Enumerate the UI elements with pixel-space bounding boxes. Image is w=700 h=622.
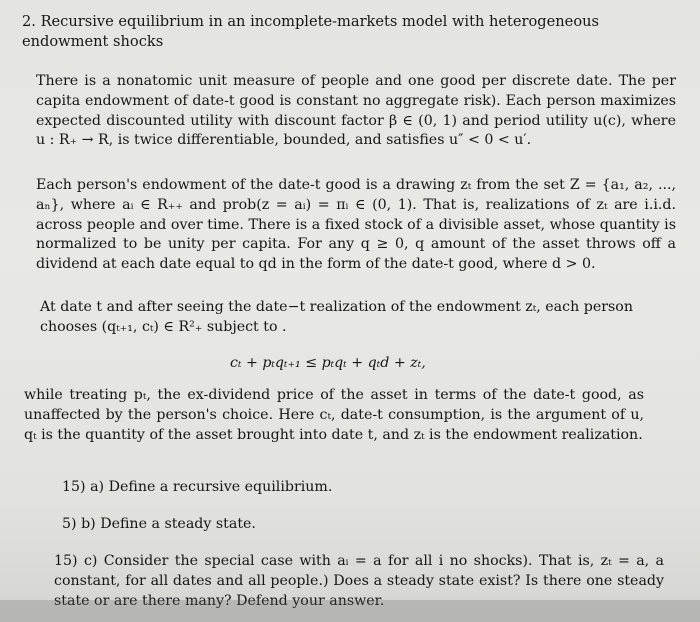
paragraph-endowment: Each person's endowment of the date-t good is a drawing zₜ from the set Z = {a₁, a₂, ..., aₙ}, where aᵢ ∈ R₊₊ and prob(z = aᵢ) = πᵢ ∈ (0, 1). That is, realizations of zₜ are i.i.d. across people and over time. There is a fixed stock of a divisible asset, whose quantity is normalized to be unity per capita. For any q ≥ 0, q amount of the asset throws off a dividend at each date equal to qd in the form of the date-t good, where d > 0. bbox=[36, 177, 676, 273]
problem-title: 2. Recursive equilibrium in an incomplete-markets model with heterogeneous endowment shocks bbox=[22, 13, 599, 50]
question-b: 5) b) Define a steady state. bbox=[62, 516, 256, 532]
page-shadow bbox=[0, 600, 700, 622]
question-a: 15) a) Define a recursive equilibrium. bbox=[62, 479, 333, 495]
paragraph-price: while treating pₜ, the ex-dividend price of the asset in terms of the date-t good, as unaffected by the person's choice. Here cₜ, date-t consumption, is the argument of u, qₜ is the quantity of the asset brought into date t, and zₜ is the endowment realization. bbox=[24, 387, 644, 443]
budget-constraint-equation: cₜ + pₜqₜ₊₁ ≤ pₜqₜ + qₜd + zₜ, bbox=[230, 355, 426, 371]
paragraph-choice: At date t and after seeing the date−t realization of the endowment zₜ, each person chooses (qₜ₊₁, cₜ) ∈ R²₊ subject to . bbox=[40, 299, 633, 335]
paragraph-setup: There is a nonatomic unit measure of people and one good per discrete date. The per capita endowment of date-t good is constant no aggregate risk). Each person maximizes expected discounted utility with discount factor β ∈ (0, 1) and period utility u(c), where u : R₊ → R, is twice differentiable, bounded, and satisfies u″ < 0 < u′. bbox=[36, 73, 676, 149]
question-c: 15) c) Consider the special case with aᵢ = a for all i no shocks). That is, zₜ = a, a constant, for all dates and all people.) Does a steady state exist? Is there one steady state or are there many? Defend your answer. bbox=[54, 553, 664, 609]
